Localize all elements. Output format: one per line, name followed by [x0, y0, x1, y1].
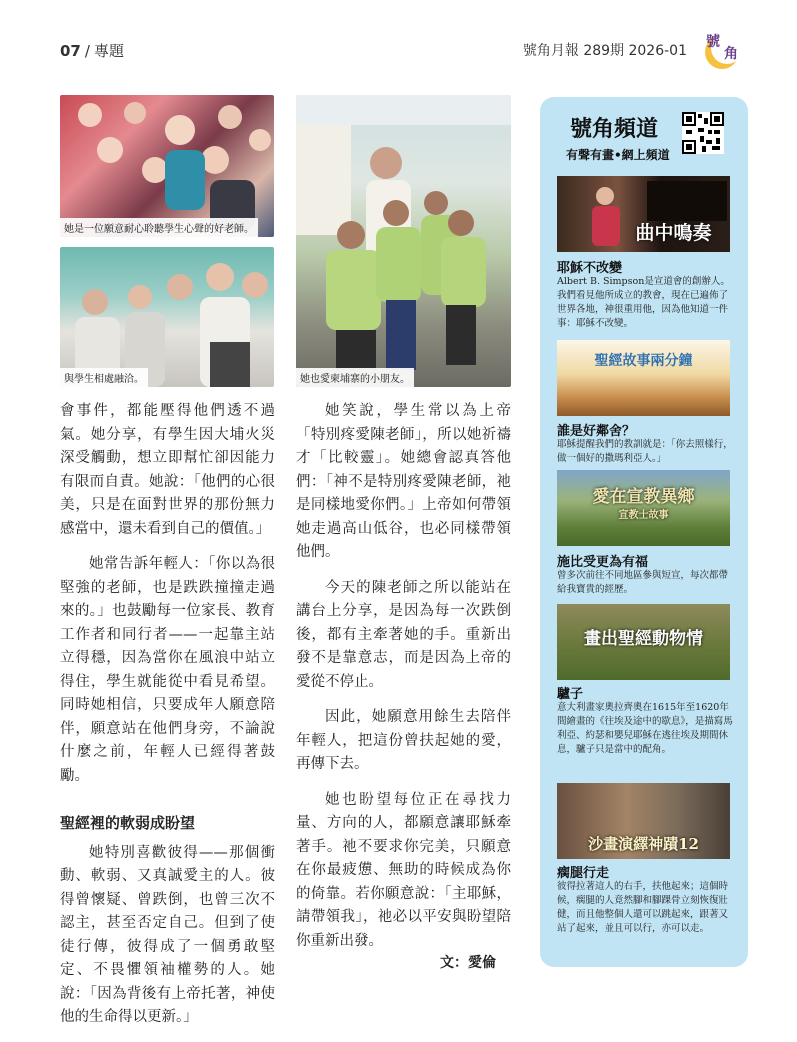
photo-students-hearts	[60, 247, 274, 387]
photo-caption: 她是一位願意耐心聆聽學生心聲的好老師。	[60, 218, 258, 237]
video-thumbnail-animals[interactable]	[557, 604, 730, 680]
thumbnail-subtitle: 宣教士故事	[618, 510, 669, 521]
logo-icon	[700, 24, 748, 72]
channel-item-description: 耶穌提醒我們的教訓就是：「你去照樣行，做一個好的撒瑪利亞人。」	[557, 439, 733, 464]
svg-text:角: 角	[724, 46, 738, 62]
channel-item-title[interactable]: 瘸腿行走	[557, 866, 610, 881]
thumbnail-title: 聖經故事兩分鐘	[594, 353, 693, 369]
photo-caption: 與學生相處融洽。	[60, 368, 148, 387]
thumbnail-title: 畫出聖經動物情	[584, 629, 703, 649]
channel-item-description: 曾多次前往不同地區參與短宣，每次都帶給我寶貴的經歷。	[557, 570, 729, 595]
page-header-left: 07 / 專題	[60, 42, 124, 60]
photo-people-shapes	[296, 95, 511, 387]
article-paragraph: 她也盼望每位正在尋找力量、方向的人，都願意讓耶穌牽著手。祂不要求你完美，只願意在你最疲憊、無助的時候成為你的倚靠。若你願意說：「主耶穌，請帶領我」，祂必以平安與盼望陪你重新出發。	[296, 791, 511, 949]
svg-text:號: 號	[706, 34, 720, 50]
channel-item-title[interactable]: 驢子	[557, 687, 584, 702]
article-subheading: 聖經裡的軟弱成盼望	[60, 814, 196, 832]
photo-cambodia-children	[296, 95, 511, 387]
thumbnail-title: 曲中鳴奏	[635, 222, 712, 244]
channel-item-description: Albert B. Simpson是宣道會的創辦人。我們看見他所成立的教會，現在已遍佈了世界各地，神很重用他，因為他知道一件事：耶穌不改變。	[557, 276, 730, 329]
video-thumbnail-bible-story[interactable]	[557, 340, 730, 416]
article-paragraph: 會事件，都能壓得他們透不過氣。她分享，有學生因大埔火災深受觸動，想立即幫忙卻因能力有限而自責。她說：「他們的心很美，只是在面對世界的那份無力感當中，還未看到自己的價值。」	[60, 403, 275, 537]
channel-item-title[interactable]: 誰是好鄰舍？	[557, 424, 636, 439]
video-thumbnail-sand-art[interactable]	[557, 783, 730, 859]
photo-people-shapes	[60, 247, 274, 387]
publication-info: 號角月報 289期 2026-01	[522, 43, 687, 59]
channel-item-title[interactable]: 耶穌不改變	[557, 261, 623, 276]
article-paragraph: 她笑說，學生常以為上帝「特別疼愛陳老師」，所以她祈禱才「比較靈」。她總會認真答他們：「神不是特別疼愛陳老師，祂是同樣地愛你們。」上帝如何帶領她走過高山低谷，也必同樣帶領他們。	[296, 403, 511, 560]
article-paragraph: 因此，她願意用餘生去陪伴年輕人，把這份曾扶起她的愛，再傳下去。	[296, 709, 511, 772]
channel-item-title[interactable]: 施比受更為有福	[557, 555, 649, 570]
video-thumbnail-music[interactable]	[557, 176, 730, 252]
video-thumbnail-mission[interactable]	[557, 470, 730, 546]
photo-teacher-with-students	[60, 95, 274, 237]
article-paragraph: 她常告訴年輕人：「你以為很堅強的老師，也是跌跌撞撞走過來的。」也鼓勵每一位家長、教育工作者和同行者——一起靠主站立得穩，因為當你在風浪中站立得住，學生就能從中看見希望。同時她相信，只要成年人願意陪伴，願意站在他們身旁，不論說什麼之前，年輕人已經得著鼓勵。	[60, 556, 275, 784]
sidebar-subtitle: 有聲有畫•網上頻道	[566, 148, 670, 162]
photo-caption: 她也愛柬埔寨的小朋友。	[296, 368, 414, 387]
article-column-2	[296, 400, 511, 965]
article-column-1	[60, 400, 275, 1042]
channel-item-description: 彼得拉著這人的右手，扶他起來；這個時候，瘸腿的人竟然腳和腳踝骨立刻恢復壯健，而且他整個人還可以跳起來，跟著又站了起來，並且可以行，亦可以走。	[557, 881, 729, 934]
page-number: 07	[60, 42, 81, 60]
article-author: 文：愛倫	[440, 955, 496, 971]
thumbnail-title: 沙畫演繹神蹟12	[588, 835, 699, 853]
sidebar-title: 號角頻道	[570, 116, 659, 142]
thumbnail-title: 愛在宣教異鄉	[592, 487, 695, 507]
channel-item-description: 意大利畫家奧拉齊奧在1615年至1620年間繪畫的《往埃及途中的歇息》，是描寫馬利亞、約瑟和嬰兒耶穌在逃往埃及期間休息，驢子只是當中的配角。	[557, 702, 733, 755]
qr-code-icon[interactable]	[682, 112, 724, 154]
article-paragraph: 她特別喜歡彼得——那個衝動、軟弱、又真誠愛主的人。彼得曾懷疑、曾跌倒，也曾三次不認主，甚至否定自己。但到了使徒行傳，彼得成了一個勇敢堅定、不畏懼領袖權勢的人。她說：「因為背後有上帝托著，神使他的生命得以更新。」	[60, 844, 275, 1025]
section-name: 專題	[93, 42, 124, 60]
photo-people-shapes	[60, 95, 274, 237]
article-paragraph: 今天的陳老師之所以能站在講台上分享，是因為每一次跌倒後，都有主牽著她的手。重新出發不是靠意志，而是因為上帝的愛從不停止。	[296, 579, 511, 690]
